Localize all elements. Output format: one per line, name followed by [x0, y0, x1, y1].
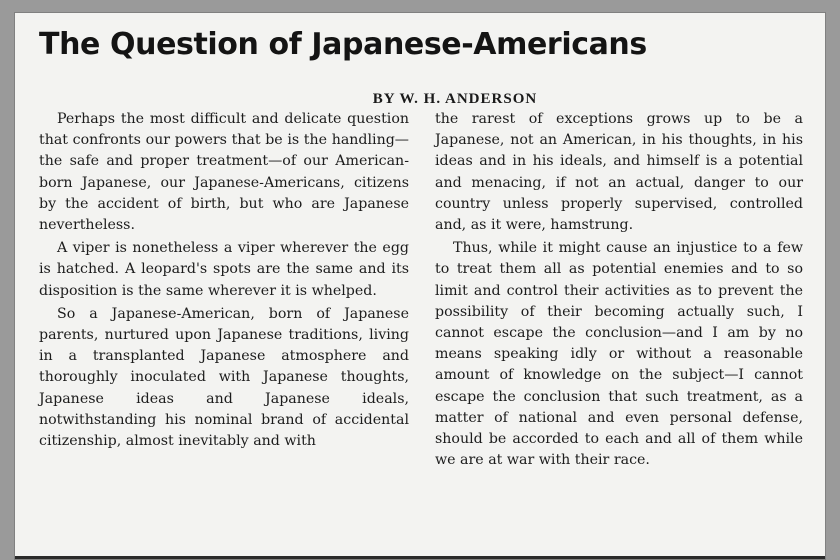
newspaper-clipping [14, 12, 826, 560]
bottom-rule [15, 556, 825, 559]
paragraph: A viper is nonetheless a viper wherever the egg is hatched. A leopard's spots are the same and its disposition is the same wherever it is whelped. [39, 240, 409, 299]
headline: The Question of Japanese-Americans [39, 27, 647, 62]
paragraph: Thus, while it might cause an injustice to a few to treat them all as potential enemies and to so limit and control their activities as to prevent the possibility of their becoming actually such, I cannot escape the conclusion—and I am by no means speaking idly or without a reasonable amount of knowledge on the subject—I cannot escape the conclusion that such treatment, as a matter of national and even personal defense, should be accorded to each and all of them while we are at war with their race. [435, 240, 803, 469]
left-column [39, 109, 409, 452]
paragraph: Perhaps the most difficult and delicate question that confronts our powers that be is the handling—the safe and proper treatment—of our American-born Japanese, our Japanese-Americans, citizens by the accident of birth, but who are Japanese nevertheless. [39, 111, 409, 234]
paragraph: the rarest of exceptions grows up to be a Japanese, not an American, in his thoughts, in his ideas and in his ideals, and himself is a potential and menacing, if not an actual, danger to our country unless properly supervised, controlled and, as it were, hamstrung. [435, 111, 803, 234]
right-column [435, 109, 803, 471]
byline: BY W. H. ANDERSON [372, 91, 538, 107]
paragraph: So a Japanese-American, born of Japanese parents, nurtured upon Japanese traditions, living in a transplanted Japanese atmosphere and thoroughly inoculated with Japanese thoughts, Japanese ideas and Japanese ideals, notwithstanding his nominal brand of accidental citizenship, almost inevitably and with [39, 305, 409, 450]
